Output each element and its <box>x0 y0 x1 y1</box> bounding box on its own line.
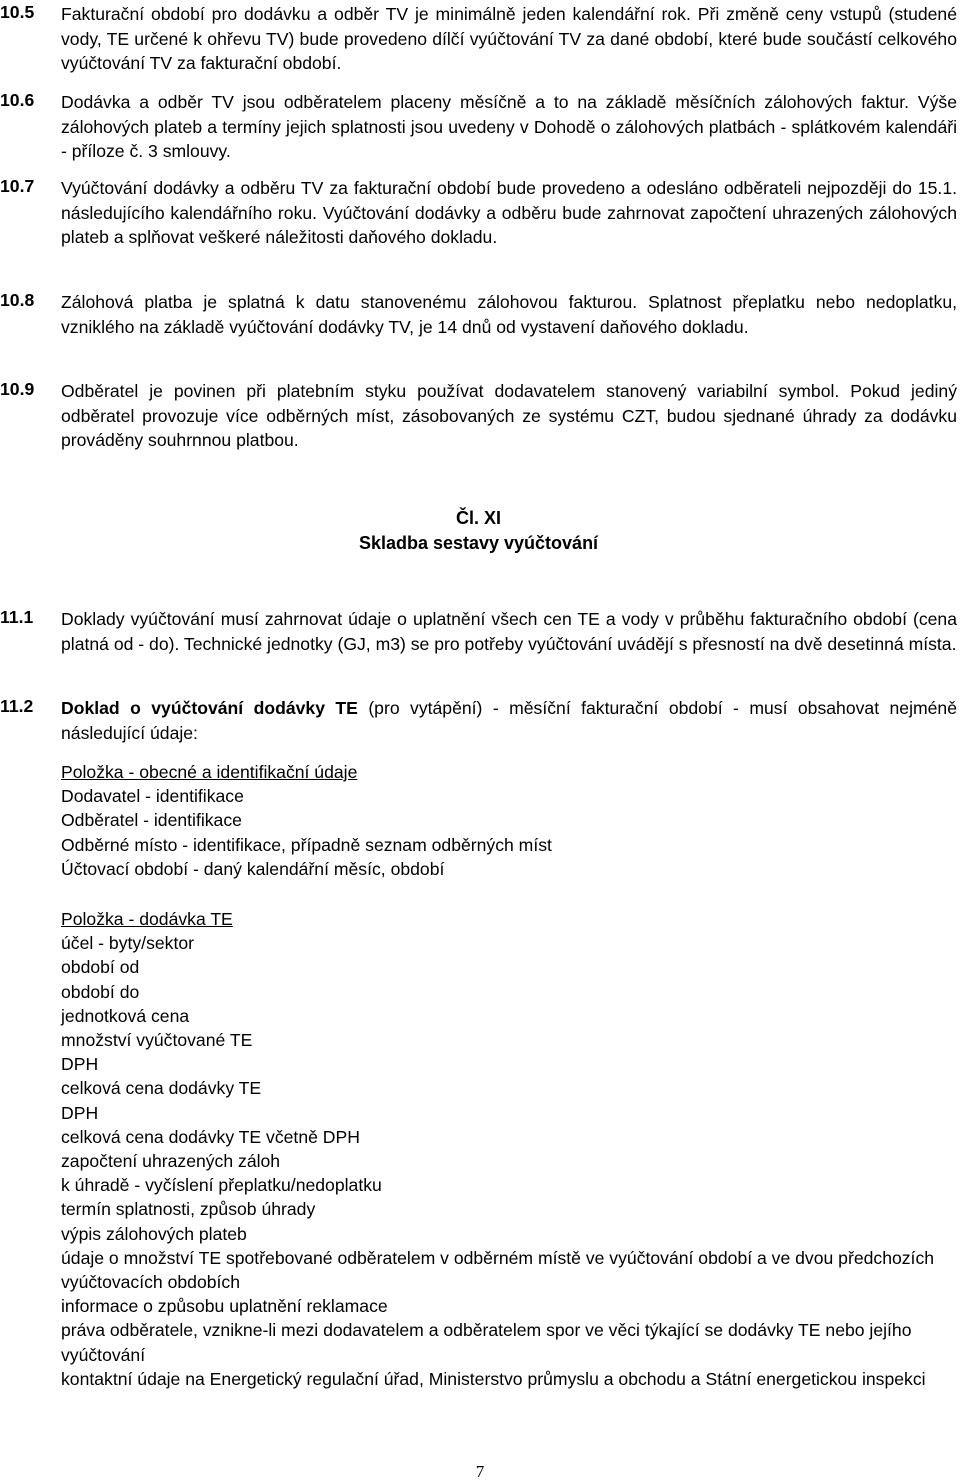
list-item: informace o způsobu uplatnění reklamace <box>61 1296 388 1317</box>
clause-text: Fakturační období pro dodávku a odběr TV je minimálně jeden kalendářní rok. Při změně ceny vstupů (studené vody, TE určené k ohřevu TV) bude provedeno dílčí vyúčtování TV za dané období, které bude součástí celkového vyúčtování TV za fakturační období. <box>61 4 957 73</box>
article-number: Čl. XI <box>455 508 501 528</box>
list-item: množství vyúčtované TE <box>61 1030 253 1051</box>
clause-text: Doklady vyúčtování musí zahrnovat údaje o uplatnění všech cen TE a vody v průběhu fakturačního období (cena platná od - do). Technické jednotky (GJ, m3) se pro potřeby vyúčtování uvádějí s přesností na dvě desetinná místa. <box>61 609 957 654</box>
clause-number: 11.2 <box>0 696 34 716</box>
clause-10-9 <box>0 379 957 453</box>
list-item: kontaktní údaje na Energetický regulační úřad, Ministerstvo průmyslu a obchodu a Státní energetickou inspekci <box>61 1368 926 1389</box>
list-item: údaje o množství TE spotřebované odběratelem v odběrném místě ve vyúčtování období a ve dvou předchozích vyúčtovacích obdobích <box>61 1247 935 1293</box>
list-item: DPH <box>61 1102 99 1123</box>
clause-number: 11.1 <box>0 607 34 627</box>
clause-10-5 <box>0 2 957 76</box>
list-item: období do <box>61 981 140 1002</box>
list-item: započtení uhrazených záloh <box>61 1151 281 1172</box>
list-delivery <box>61 907 957 1391</box>
list-item: účel - byty/sektor <box>61 933 194 954</box>
page-number: 7 <box>475 1462 485 1481</box>
list-title: Položka - dodávka TE <box>61 909 233 929</box>
list-item: DPH <box>61 1054 99 1075</box>
list-item: období od <box>61 957 140 978</box>
clause-text: Odběratel je povinen při platebním styku používat dodavatelem stanovený variabilní symbol. Pokud jediný odběratel provozuje více odběrných míst, zásobovaných ze systému CZT, budou sjednané úhrady za dodávku prováděny souhrnnou platbou. <box>61 381 957 450</box>
list-item: k úhradě - vyčíslení přeplatku/nedoplatku <box>61 1175 382 1196</box>
list-item: celková cena dodávky TE <box>61 1078 262 1099</box>
list-item: Odběratel - identifikace <box>61 810 242 831</box>
clause-number: 10.9 <box>0 379 35 399</box>
clause-number: 10.5 <box>0 2 35 22</box>
clause-10-7 <box>0 176 957 250</box>
list-item: výpis zálohových plateb <box>61 1223 247 1244</box>
clause-number: 10.6 <box>0 90 35 110</box>
article-title: Skladba sestavy vyúčtování <box>358 533 599 553</box>
list-general <box>61 760 957 881</box>
clause-text: Vyúčtování dodávky a odběru TV za fakturační období bude provedeno a odesláno odběrateli nejpozději do 15.1. následujícího kalendářního roku. Vyúčtování dodávky a odběru bude zahrnovat započtení uhrazených zálohových plateb a splňovat veškeré náležitosti daňového dokladu. <box>61 178 957 247</box>
list-item: Účtovací období - daný kalendářní měsíc, období <box>61 858 445 879</box>
clause-10-8 <box>0 290 957 339</box>
clause-text-rest: (pro vytápění) - měsíční fakturační období - musí obsahovat nejméně následující údaje: <box>61 698 957 743</box>
list-item: Odběrné místo - identifikace, případně seznam odběrných míst <box>61 834 552 855</box>
clause-11-2 <box>0 696 957 745</box>
list-title: Položka - obecné a identifikační údaje <box>61 762 358 782</box>
clause-text: Dodávka a odběr TV jsou odběratelem placeny měsíčně a to na základě měsíčních zálohových faktur. Výše zálohových plateb a termíny jejich splatnosti jsou uvedeny v Dohodě o zálohových platbách - splátkovém kalendáři - příloze č. 3 smlouvy. <box>61 92 957 161</box>
list-item: Dodavatel - identifikace <box>61 786 244 807</box>
list-item: celková cena dodávky TE včetně DPH <box>61 1126 360 1147</box>
clause-text <box>61 696 957 745</box>
clause-number: 10.8 <box>0 290 35 310</box>
list-item: termín splatnosti, způsob úhrady <box>61 1199 316 1220</box>
list-item: jednotková cena <box>61 1005 190 1026</box>
clause-bold-lead: Doklad o vyúčtování dodávky TE <box>61 698 358 718</box>
clause-10-6 <box>0 90 957 164</box>
clause-number: 10.7 <box>0 176 35 196</box>
clause-text: Zálohová platba je splatná k datu stanovenému zálohovou fakturou. Splatnost přeplatku nebo nedoplatku, vzniklého na základě vyúčtování dodávky TV, je 14 dnů od vystavení daňového dokladu. <box>61 292 957 337</box>
clause-11-1 <box>0 607 957 656</box>
list-item: práva odběratele, vznikne-li mezi dodavatelem a odběratelem spor ve věci týkající se dodávky TE nebo jejího vyúčtování <box>61 1320 912 1365</box>
